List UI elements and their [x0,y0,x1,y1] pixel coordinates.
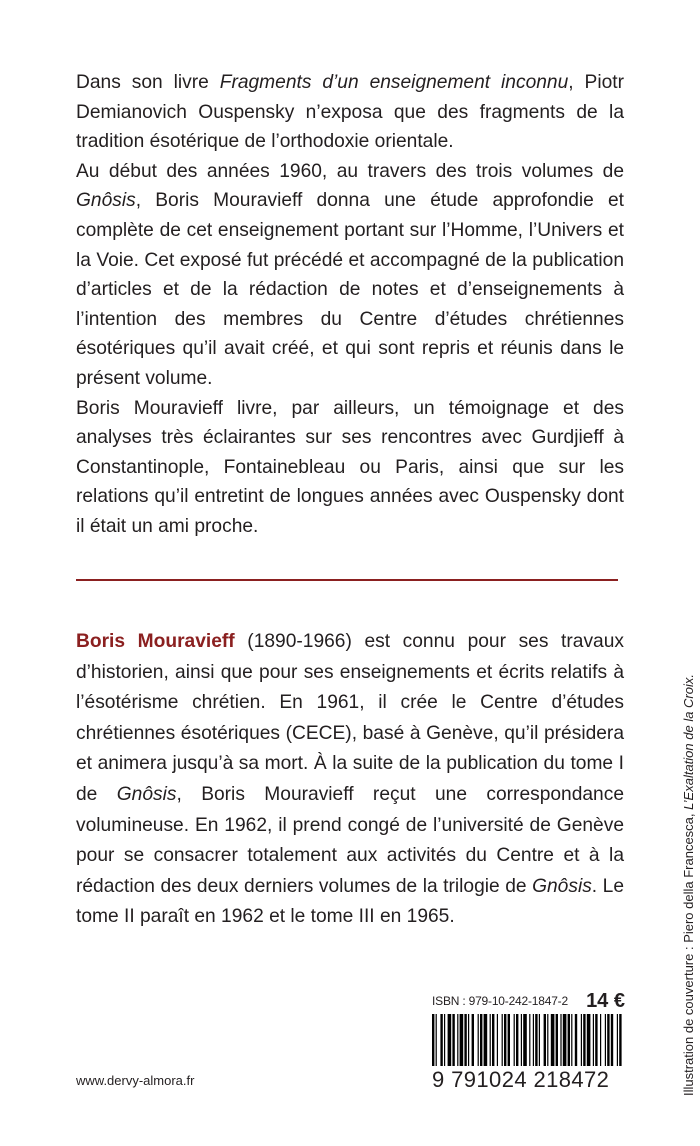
book-title: Gnôsis [116,783,177,805]
author-name: Boris Mouravieff [76,631,235,652]
author-bio [76,627,624,933]
bio-text: (1890-1966) est connu pour ses travaux d’historien, ainsi que pour ses enseignements et écrits relatifs à l’ésotérisme chrétien. En 1961, il crée le Centre d’études chrétiennes ésotériques (CECE), basé à Genève, qu’il présidera et animera jusqu’à sa mort. À la suite de la publication du tome I de [76,631,624,805]
blurb-paragraph-2 [76,157,624,394]
isbn-price-row [430,990,625,1014]
artwork-title: L’Exaltation de la Croix. [681,674,696,810]
cover-illustration-credit [681,576,696,1096]
isbn-label: ISBN : 979-10-242-1847-2 [432,994,568,1008]
blurb-paragraph-1 [76,68,624,157]
bio-text: . Le tome II paraît en 1962 et le tome III en 1965. [76,875,624,928]
bio-text: , Boris Mouravieff reçut une correspondance volumineuse. En 1962, il prend congé de l’université de Genève pour se consacrer totalement aux activités du Centre et à la rédaction des deux derniers volumes de la trilogie de [76,783,624,897]
publisher-website: www.dervy-almora.fr [76,1073,195,1088]
blurb-text: , Piotr Demianovich Ouspensky n’exposa que des fragments de la tradition ésotérique de l’orthodoxie orientale. [76,72,624,153]
blurb-text: , Boris Mouravieff donna une étude approfondie et complète de cet enseignement portant sur l’Homme, l’Univers et la Voie. Cet exposé fut précédé et accompagné de la publication d’articles et de la rédaction de notes et d’enseignements à l’intention des membres du Centre d’études chrétiennes ésotériques qu’il avait créé, et qui sont repris et réunis dans le présent volume. [76,190,624,389]
blurb-text: Au début des années 1960, au travers des trois volumes de [76,160,624,182]
book-title: Gnôsis [532,875,592,897]
book-title: Gnôsis [76,190,136,212]
back-cover-blurb [76,68,624,542]
barcode-digits: 9 791024 218472 [432,1066,624,1094]
book-title: Fragments d’un enseignement inconnu [219,72,569,93]
divider-rule [76,579,618,581]
credit-text: Illustration de couverture : Piero della Francesca, [681,809,696,1096]
price-label: 14 € [586,990,625,1012]
blurb-paragraph-3: Boris Mouravieff livre, par ailleurs, un témoignage et des analyses très éclairantes sur ses rencontres avec Gurdjieff à Constantinople, Fontainebleau ou Paris, ainsi que sur les relations qu’il entretint de longues années avec Ouspensky dont il était un ami proche. [76,397,624,537]
blurb-text: Dans son livre [76,72,220,93]
